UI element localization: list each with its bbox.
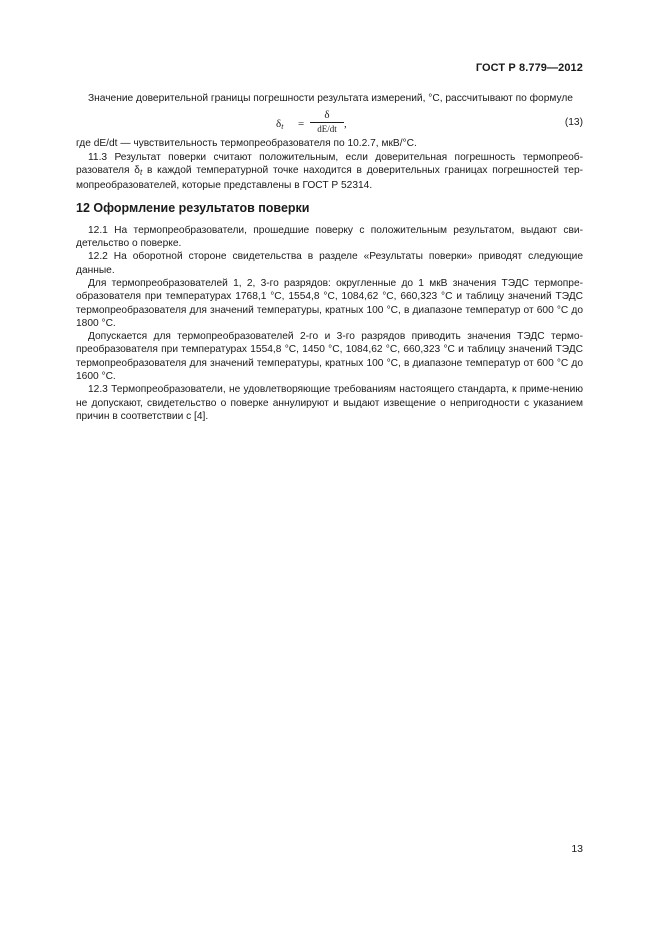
- formula-denominator: dE/dt: [317, 124, 337, 135]
- paragraph-12-2: 12.2 На оборотной стороне свидетельства в разделе «Результаты поверки» приводят следующие данные.: [76, 251, 583, 276]
- paragraph-11-3: 11.3 Результат поверки считают положительным, если доверительная погрешность термопреоб-разователя $\delta_t$ в каждой температурной точке находится в доверительных границах погрешностей тер-мопреобразователей, которые представлены в ГОСТ Р 52314.: [76, 151, 583, 192]
- section-12-title: 12 Оформление результатов поверки: [76, 201, 310, 216]
- formula-13: [76, 107, 583, 137]
- paragraph-12-1: 12.1 На термопреобразователи, прошедшие поверку с положительным результатом, выдают сви-детельство о поверке.: [76, 224, 583, 250]
- formula-comma: ,: [344, 118, 347, 131]
- formula-number: (13): [564, 117, 583, 129]
- page-content: [76, 92, 583, 423]
- formula-fraction: [310, 109, 344, 134]
- formula-numerator: δ: [324, 109, 330, 122]
- page-number: 13: [571, 843, 583, 855]
- where-paragraph: где dE/dt — чувствительность термопреобразователя по 10.2.7, мкВ/°С.: [76, 138, 417, 150]
- intro-paragraph: Значение доверительной границы погрешности результата измерений, °С, рассчитывают по формуле: [88, 93, 573, 104]
- paragraph-12-2-categories: Для термопреобразователей 1, 2, 3-го разрядов: округленные до 1 мкВ значения ТЭДС термопре-образователя при температурах 1768,1 °С, 1554,8 °С, 1084,62 °С, 660,323 °С и таблицу значений ТЭДС термопреобразователя для значений температуры, кратных 100 °С, в диапазоне температур от 600 °С до 1800 °С.: [76, 277, 583, 329]
- formula-lhs: $\delta_t$: [276, 118, 284, 132]
- document-code: ГОСТ Р 8.779—2012: [475, 62, 583, 74]
- fraction-bar: [310, 122, 344, 123]
- paragraph-12-3: 12.3 Термопреобразователи, не удовлетворяющие требованиям настоящего стандарта, к приме-нению не допускают, свидетельство о поверке аннулируют и выдают извещение о непригодности с указанием причин в соответствии с [4].: [76, 384, 583, 422]
- formula-equals: =: [298, 118, 305, 131]
- paragraph-12-2-allowance: Допускается для термопреобразователей 2-го и 3-го разрядов приводить значения ТЭДС термо-преобразователя при температурах 1554,8 °С, 1450 °С, 1084,62 °С, 660,323 °С и таблицу значений ТЭДС термопреобразователя для значений температуры, кратных 100 °С, в диапазоне температур от 600 °С до 1600 °С.: [76, 331, 583, 383]
